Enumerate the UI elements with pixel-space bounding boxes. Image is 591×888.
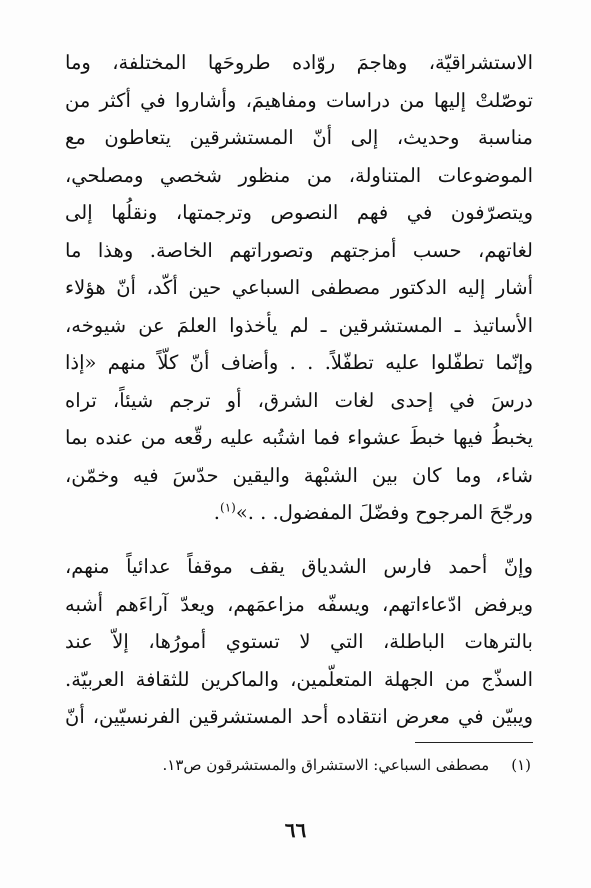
- footnote: [61, 752, 531, 778]
- text-line: يخبطُ فيها خبطَ عشواء فما اشتُبه عليه رقّعه من عنده بما: [65, 426, 533, 449]
- text-line-last: [65, 494, 533, 532]
- text-line: وإنّ أحمد فارس الشدياق يقف موقفاً عدائياً منهم،: [65, 555, 533, 578]
- text-line: ويبيّن في معرض انتقاده أحد المستشرقين الفرنسيّين، أنّ: [65, 705, 533, 728]
- text-line: ويتصرّفون في فهم النصوص وترجمتها، ونقلُها إلى: [65, 201, 533, 224]
- page-number: ٦٦: [284, 818, 307, 842]
- footnote-reference: (١): [220, 500, 236, 515]
- text-line-content: ورجّحَ المرجوح وفضّلَ المفضول. . .»: [235, 501, 533, 524]
- closing-period: .: [213, 501, 220, 524]
- paragraph-1: [65, 44, 533, 532]
- text-line: الاستشراقيّة، وهاجمَ روّاده طروحَها المختلفة، وما: [65, 51, 533, 74]
- text-line: الأساتيذ ـ المستشرقين ـ لم يأخذوا العلمَ عن شيوخه،: [65, 313, 533, 337]
- text-line: الموضوعات المتناولة، من منظور شخصي ومصلحي،: [65, 163, 533, 187]
- text-line: السذّج من الجهلة المتعلّمين، والماكرين للثقافة العربيّة.: [65, 667, 533, 691]
- text-line: مناسبة وحديث، إلى أنّ المستشرقين يتعاطون مع: [65, 126, 533, 149]
- paragraph-2: [65, 548, 533, 736]
- text-line: درسَ في إحدى لغات الشرق، أو ترجم شيئاً، تراه: [65, 388, 533, 412]
- text-line: بالترهات الباطلة، التي لا تستوي أمورُها، إلاّ عند: [65, 630, 533, 653]
- footnote-number: (١): [511, 756, 531, 774]
- text-line: وإنّما تطفّلوا عليه تطفّلاً. . . وأضاف أنّ كلّاً منهم «إذا: [65, 351, 533, 374]
- text-line: شاء، وما كان بين الشبْهة واليقين حدّسَ فيه وخمّن،: [65, 463, 533, 487]
- text-line: لغاتهم، حسب أمزجتهم وتصوراتهم الخاصة. وهذا ما: [65, 238, 533, 262]
- text-line: أشار إليه الدكتور مصطفى السباعي حين أكّد، أنّ هؤلاء: [65, 276, 533, 299]
- footnote-text: مصطفى السباعي: الاستشراق والمستشرقون ص١٣.: [162, 756, 490, 774]
- footnote-separator: [415, 742, 533, 743]
- text-line: ويرفض ادّعاءاتهم، ويسفّه مزاعمَهم، ويعدّ آراءَهم أشبه: [65, 592, 533, 616]
- text-line: توصّلتْ إليها من دراسات ومفاهيمَ، وأشاروا في أكثر من: [65, 88, 533, 112]
